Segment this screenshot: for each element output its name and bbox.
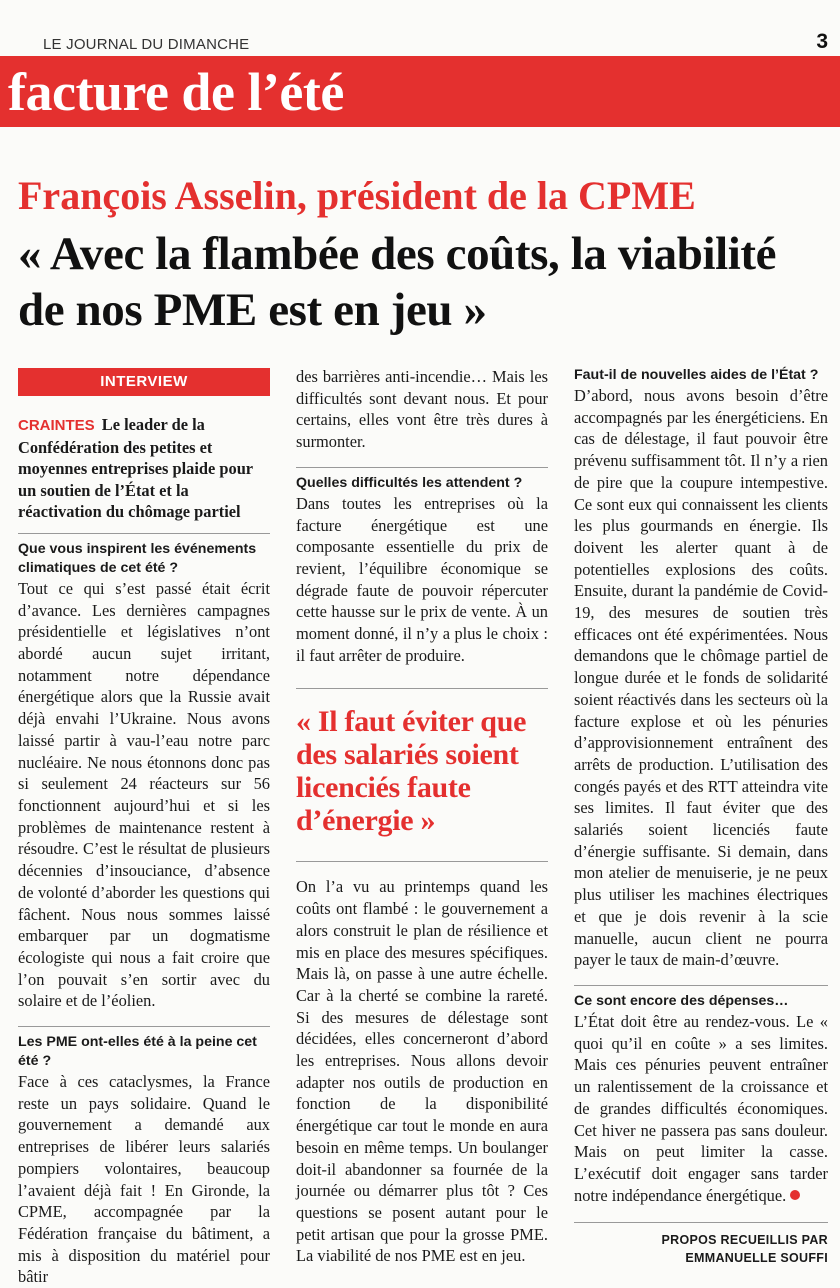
answer-2: Face à ces cataclysmes, la France reste un pays solidaire. Quand le gouvernement a demandé aux entreprises de libérer leurs salariés pompiers volontaires, beaucoup l’avaient déjà fait ! En Gironde, la CPME, accompagnée par la Fédération française du bâtiment, a mis à disposition du matériel pour bâtir bbox=[18, 1072, 270, 1287]
article-headline: « Avec la flambée des coûts, la viabilité de nos PME est en jeu » bbox=[18, 228, 777, 336]
answer-2-continued: des barrières anti-incendie… Mais les difficultés sont devant nous. Et pour certains, elles vont être très dures à surmonter. bbox=[296, 367, 548, 452]
answer-4: D’abord, nous avons besoin d’être accompagnés par les énergéticiens. En cas de délestage, il faut pouvoir être prévenu suffisamment tôt. Il n’y a rien de pire que la coupure intempestive. Ce sont eux qui connaissent les clients les plus gourmands en énergie. Ils doivent les alerter quant à de potentielles explosions des coûts. Ensuite, durant la pandémie de Covid-19, des mesures de soutien très efficaces ont été expérimentées. Nous demandons que le chômage partiel de longue durée et le fonds de solidarité soient réactivés dans les secteurs où la facture explose et où les pénuries d’approvisionnement entraînent des arrêts de production. L’utilisation des congés payés et des RTT atteindra vite ses limites. Il faut éviter que des salariés soient licenciés faute d’énergie suffisante. Si demain, dans mon atelier de menuiserie, je ne peux plus utiliser les machines électriques et que je dois revenir à la scie manuelle, aucun client ne pourra payer le taux de main-d’œuvre. bbox=[574, 386, 828, 970]
section-banner bbox=[0, 56, 840, 127]
divider bbox=[18, 1026, 270, 1027]
answer-5-text: L’État doit être au rendez-vous. Le « quoi qu’il en coûte » a ses limites. Mais ces pénuries peuvent entraîner un ralentissement de la croissance et de grandes difficultés économiques. Cet hiver ne passera pas sans douleur. Mais on peut limiter la casse. L’exécutif doit engager sans tarder notre indépendance énergétique. bbox=[574, 1011, 828, 1205]
question-4: Faut-il de nouvelles aides de l’État ? bbox=[574, 367, 819, 383]
column-2 bbox=[296, 366, 548, 1267]
question-2: Les PME ont-elles été à la peine cet été ? bbox=[18, 1034, 257, 1070]
answer-3-continued: On l’a vu au printemps quand les coûts ont flambé : le gouvernement a alors construit le plan de résilience et mis en place des mesures spécifiques. Mais là, on passe à une autre échelle. Car à la cherté se combine la rareté. Si des mesures de délestage sont décidées, elles concerneront d’abord les entreprises. Nous allons devoir adapter nos outils de production en fonction de la disponibilité énergétique car tout le monde en aura besoin en même temps. Un boulanger doit-il abandonner sa fournée de la journée ou démarrer plus tôt ? Ces questions se posent autant pour le petit artisan que pour la grosse PME. La viabilité de nos PME est en jeu. bbox=[296, 877, 548, 1266]
answer-5 bbox=[574, 1011, 828, 1206]
lede-text: Le leader de la Confédération des petites et moyennes entreprises plaide pour un soutien de l’État et la réactivation du chômage partiel bbox=[18, 415, 253, 522]
interview-tag: INTERVIEW bbox=[18, 368, 270, 396]
article-lede bbox=[18, 414, 270, 523]
end-mark-icon bbox=[790, 1190, 800, 1200]
answer-3: Dans toutes les entreprises où la facture énergétique est une composante essentielle du prix de revient, l’équilibre économique se dégrade faute de pouvoir répercuter cette hausse sur le prix de vente. À un moment donné, il n’y a plus le choix : il faut arrêter de produire. bbox=[296, 493, 548, 665]
column-3 bbox=[574, 366, 828, 1267]
divider bbox=[296, 467, 548, 468]
question-5: Ce sont encore des dépenses… bbox=[574, 992, 789, 1009]
journal-name: LE JOURNAL DU DIMANCHE bbox=[43, 36, 250, 53]
byline-author: EMMANUELLE SOUFFI bbox=[685, 1251, 828, 1266]
running-header bbox=[0, 30, 840, 54]
column-1 bbox=[18, 368, 270, 1288]
lede-label: CRAINTES bbox=[18, 417, 95, 434]
byline bbox=[574, 1222, 828, 1267]
question-1: Que vous inspirent les événements climatiques de cet été ? bbox=[18, 540, 257, 576]
byline-line-1: PROPOS RECUEILLIS PAR bbox=[661, 1233, 828, 1248]
divider bbox=[18, 533, 270, 534]
divider bbox=[574, 985, 828, 986]
section-title: facture de l’été bbox=[8, 62, 344, 122]
pull-quote: « Il faut éviter que des salariés soient licenciés faute d’énergie » bbox=[296, 688, 548, 862]
page-number: 3 bbox=[816, 30, 828, 53]
article-kicker: François Asselin, président de la CPME bbox=[18, 173, 696, 218]
answer-1: Tout ce qui s’est passé était écrit d’avance. Les dernières campagnes présidentielle et législatives n’ont abordé aucun sujet irritant, notamment notre dépendance énergétique alors que la Russie avait déjà envahi l’Ukraine. Nous avons laissé partir à vau-l’eau notre parc nucléaire. Ne nous étonnons donc pas si seulement 24 réacteurs sur 56 fonctionnent aujourd’hui et si les problèmes de maintenance restent à résoudre. C’est le résultat de plusieurs décennies d’insouciance, d’absence de volonté d’aborder les questions qui fâchent. Nous nous sommes laissé embarquer par un dogmatisme écologiste qui nous a fait croire que l’on pouvait s’en sortir avec du solaire et de l’éolien. bbox=[18, 578, 270, 1011]
question-3: Quelles difficultés les attendent ? bbox=[296, 474, 523, 491]
